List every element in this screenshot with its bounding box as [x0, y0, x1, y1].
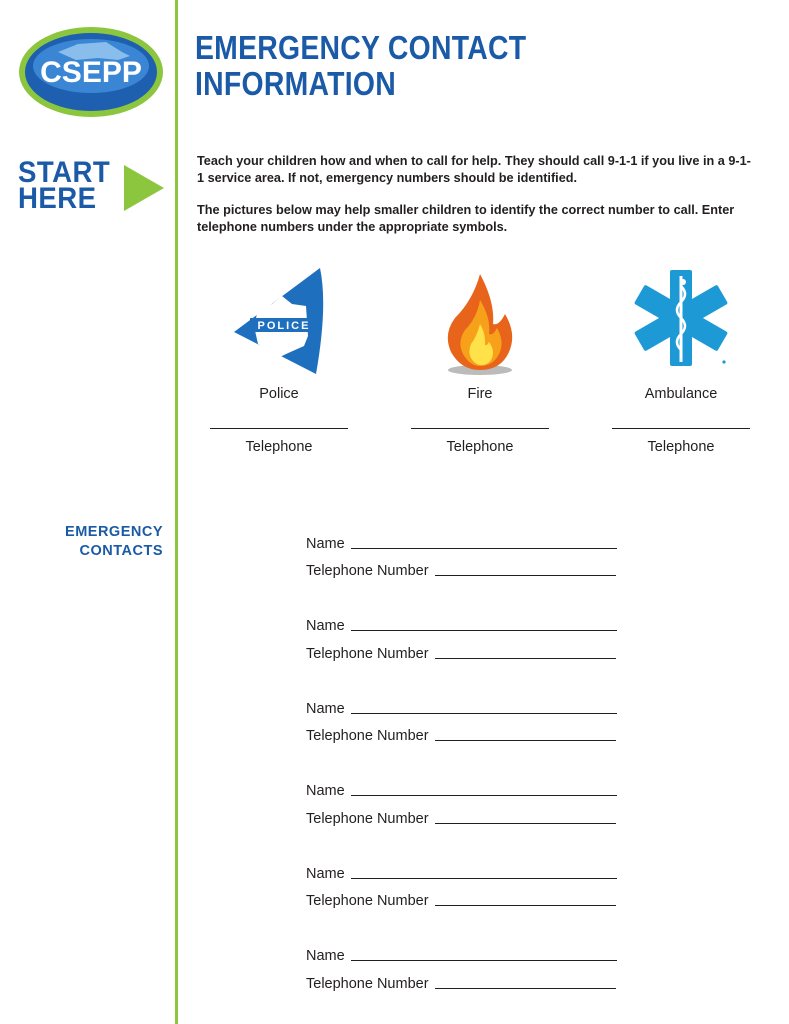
intro-paragraph-1: Teach your children how and when to call for help. They should call 9-1-1 if you live in a 9-1-1 service area. If not, emergency numbers should be identified.: [197, 154, 751, 185]
contact-entry: [306, 937, 626, 1020]
contact-entry: [306, 689, 626, 772]
phone-field[interactable]: [435, 988, 616, 989]
name-label: Name: [306, 618, 345, 634]
start-here-label: [18, 156, 118, 215]
telephone-line-police[interactable]: [210, 428, 348, 429]
contact-entry: [306, 772, 626, 855]
service-police: [189, 266, 369, 455]
name-field[interactable]: [351, 630, 617, 631]
csepp-logo: [18, 26, 164, 118]
police-badge-icon: [224, 266, 334, 376]
service-label-ambulance: Ambulance: [644, 386, 718, 402]
flame-icon: [425, 266, 535, 376]
name-label: Name: [306, 535, 345, 552]
phone-field[interactable]: [435, 905, 616, 906]
emergency-contacts-list: [306, 524, 626, 1019]
title-line-1: EMERGENCY CONTACT: [195, 29, 527, 66]
emergency-contacts-heading: [20, 523, 163, 561]
phone-label: Telephone Number: [306, 728, 429, 744]
name-field[interactable]: [351, 795, 617, 796]
service-ambulance: [591, 266, 771, 455]
name-label: Name: [306, 948, 345, 964]
service-label-police: Police: [259, 386, 299, 402]
intro-paragraph-2: The pictures below may help smaller children to identify the correct number to call. Enter telephone numbers under the appropriate symbols.: [197, 203, 735, 234]
start-line-2: HERE: [18, 182, 97, 215]
phone-label: Telephone Number: [306, 645, 429, 662]
name-field[interactable]: [351, 960, 617, 961]
page-title: [195, 30, 526, 102]
telephone-label-ambulance: Telephone: [647, 439, 715, 455]
phone-label: Telephone Number: [306, 975, 429, 992]
contact-entry: [306, 524, 626, 607]
telephone-label-police: Telephone: [245, 439, 313, 455]
start-line-1: START: [18, 156, 111, 189]
title-line-2: INFORMATION: [195, 65, 396, 102]
service-fire: [390, 266, 570, 455]
phone-label: Telephone Number: [306, 810, 429, 827]
name-label: Name: [306, 865, 345, 882]
phone-label: Telephone Number: [306, 893, 429, 909]
ec-heading-line-1: EMERGENCY: [65, 524, 163, 540]
logo-text: CSEPP: [40, 56, 142, 89]
contact-entry: [306, 607, 626, 690]
service-label-fire: Fire: [467, 386, 493, 402]
name-label: Name: [306, 700, 345, 717]
start-arrow-icon: [124, 165, 164, 211]
contact-entry: [306, 854, 626, 937]
phone-field[interactable]: [435, 575, 616, 576]
telephone-line-fire[interactable]: [411, 428, 549, 429]
star-of-life-icon: [626, 266, 736, 376]
ec-heading-line-2: CONTACTS: [79, 543, 163, 559]
name-field[interactable]: [351, 548, 617, 549]
telephone-line-ambulance[interactable]: [612, 428, 750, 429]
name-field[interactable]: [351, 713, 617, 714]
name-field[interactable]: [351, 878, 617, 879]
phone-label: Telephone Number: [306, 563, 429, 579]
telephone-label-fire: Telephone: [446, 439, 514, 455]
phone-field[interactable]: [435, 740, 616, 741]
phone-field[interactable]: [435, 658, 616, 659]
vertical-divider: [175, 0, 178, 1024]
name-label: Name: [306, 783, 345, 799]
police-badge-text: POLICE: [257, 320, 311, 332]
phone-field[interactable]: [435, 823, 616, 824]
